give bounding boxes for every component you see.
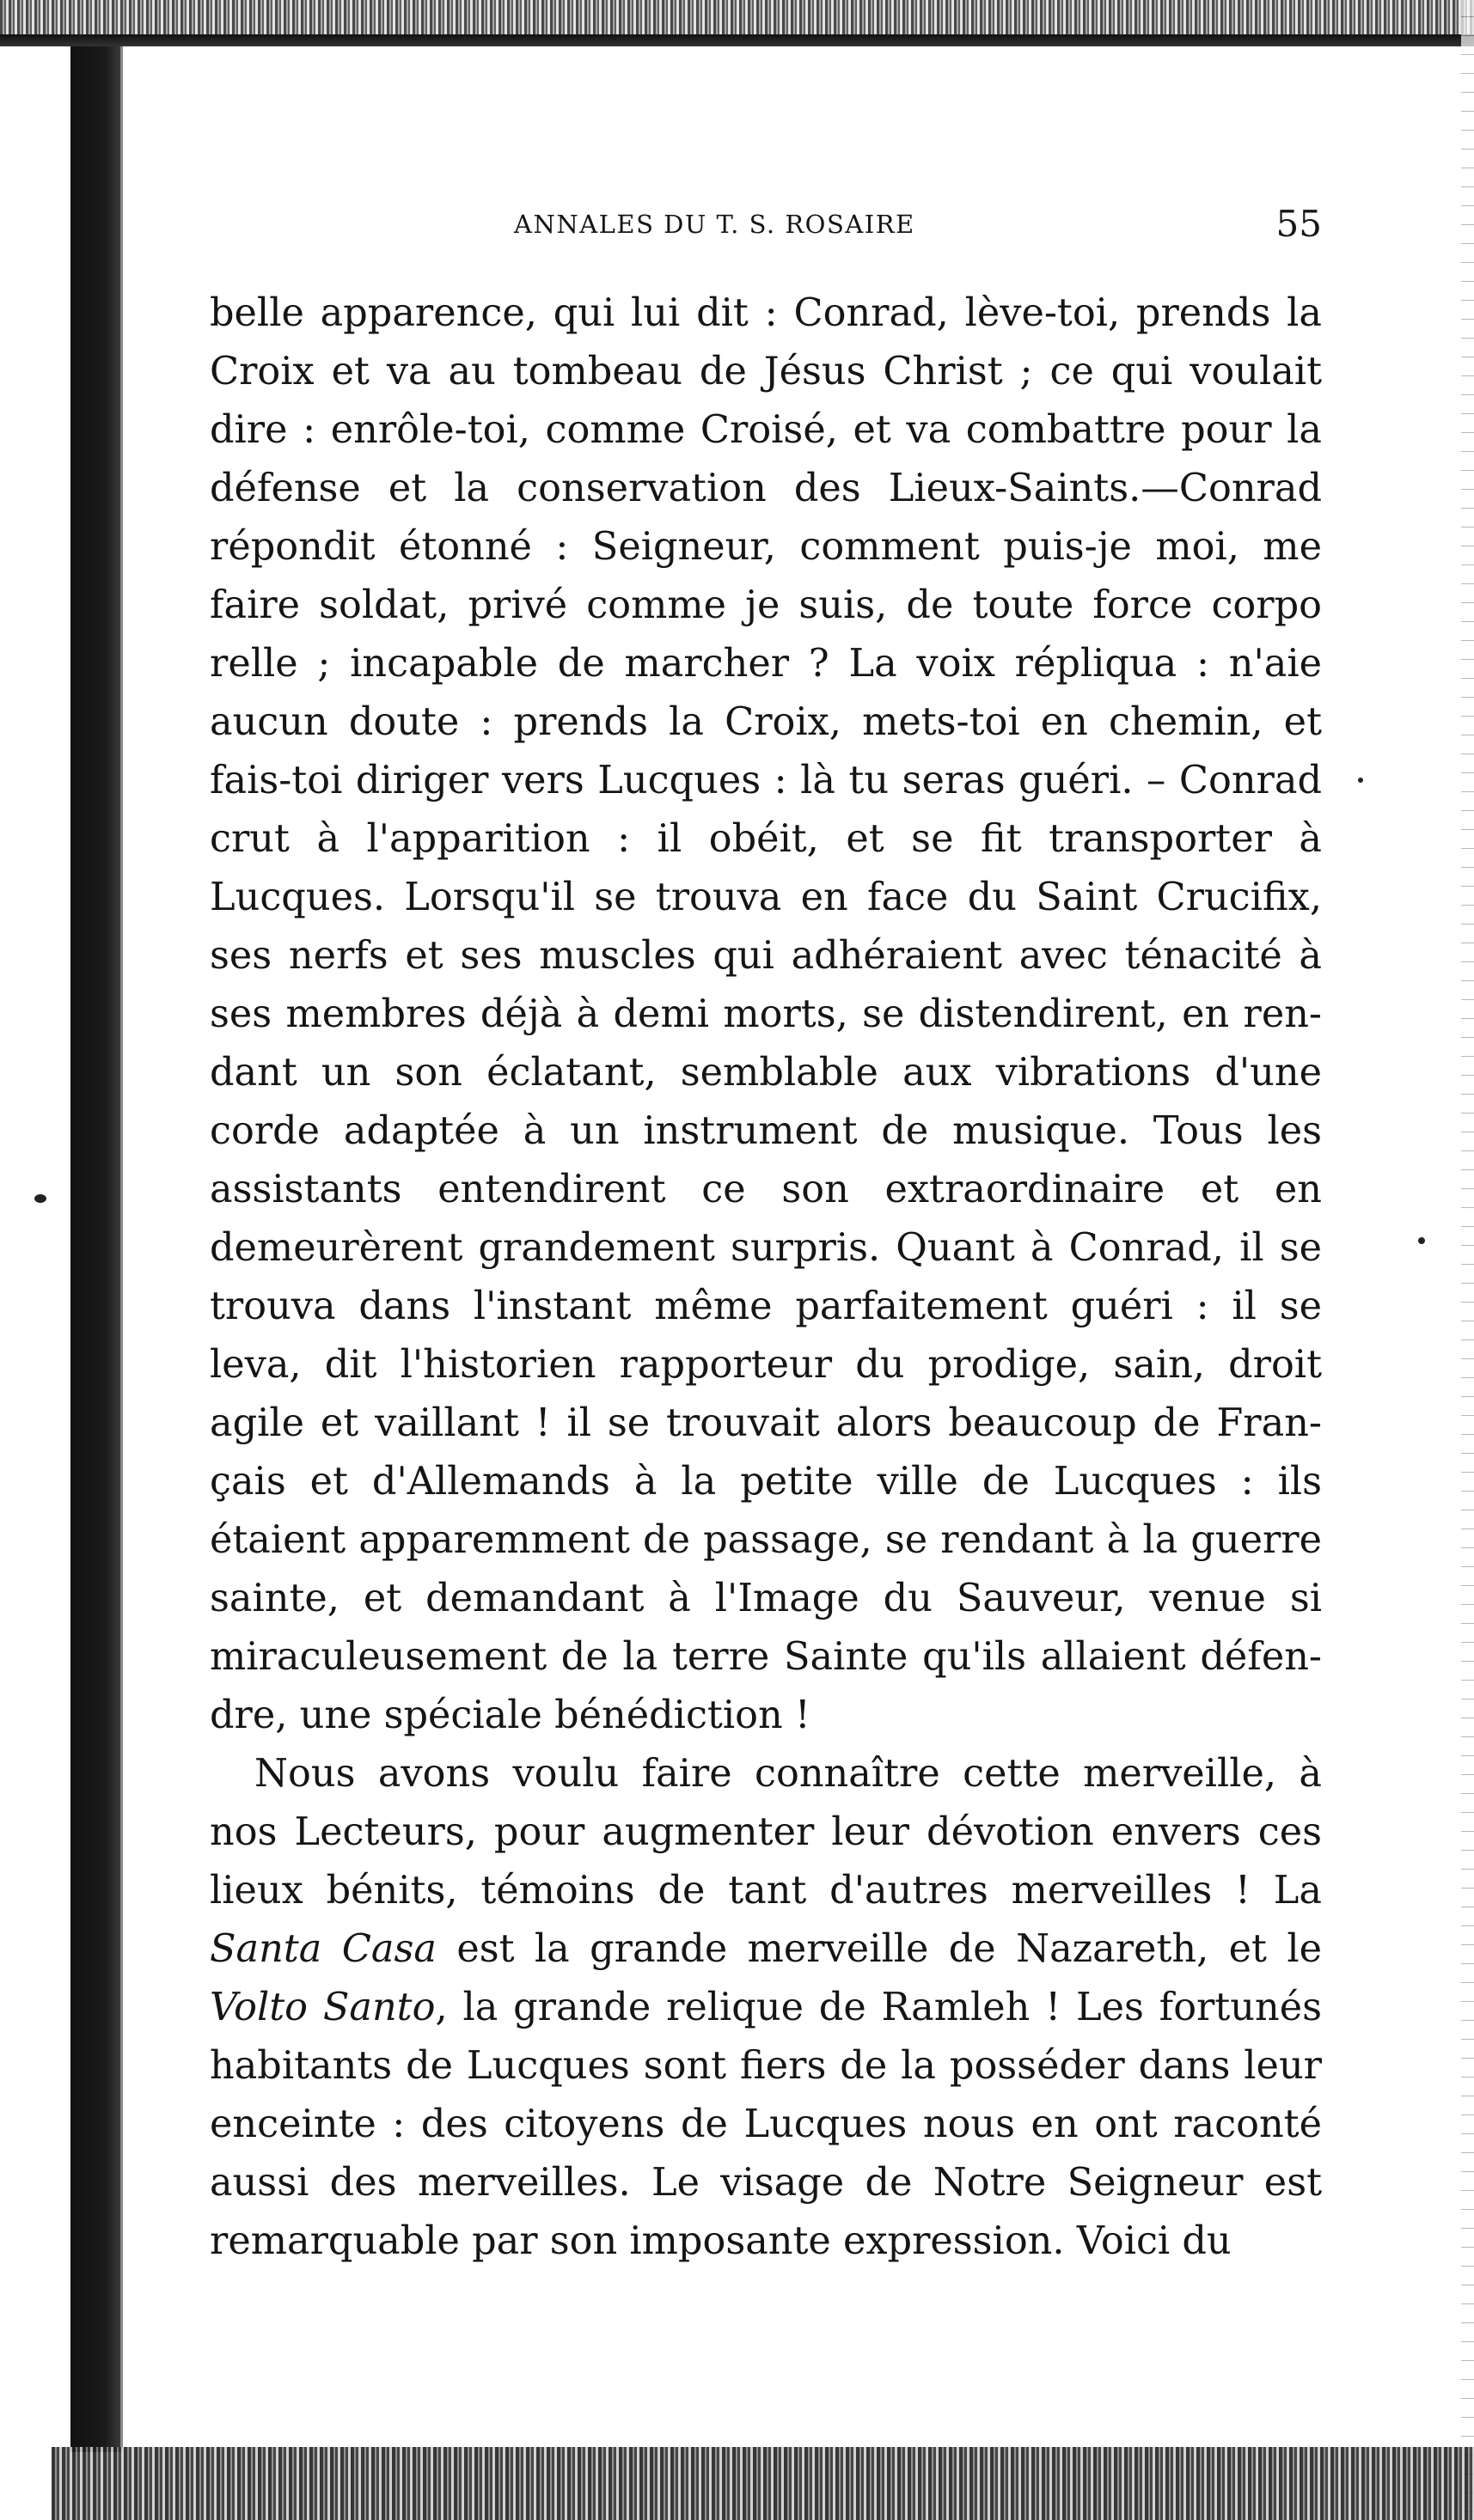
text-line: trouva dans l'instant même parfaitement guéri : il se: [210, 1284, 1322, 1328]
running-head: ANNALES DU T. S. ROSAIRE: [514, 210, 915, 239]
page-header: [514, 203, 1322, 251]
text-line: sainte, et demandant à l'Image du Sauveur, venue si: [210, 1576, 1322, 1620]
text-line: corde adaptée à un instrument de musique. Tous les: [210, 1108, 1322, 1153]
page-right-edge: [1461, 0, 1474, 2520]
paragraph: [210, 1744, 1322, 2270]
text-line: miraculeusement de la terre Sainte qu'ils allaient défen-: [210, 1634, 1322, 1679]
text-line: Croix et va au tombeau de Jésus Christ ; ce qui voulait: [210, 349, 1322, 394]
text-line: enceinte : des citoyens de Lucques nous en ont raconté: [210, 2102, 1322, 2146]
page-number: 55: [1275, 203, 1322, 245]
book-spine-shadow: [70, 46, 120, 2452]
text-line: relle ; incapable de marcher ? La voix répliqua : n'aie: [210, 641, 1322, 686]
spine-edge: [120, 46, 123, 2452]
text-line: agile et vaillant ! il se trouvait alors beaucoup de Fran-: [210, 1400, 1322, 1445]
text-line: dire : enrôle-toi, comme Croisé, et va combattre pour la: [210, 407, 1322, 452]
scan-bottom-border: [52, 2447, 1474, 2520]
text-line: assistants entendirent ce son extraordinaire et en: [210, 1167, 1322, 1211]
text-line: remarquable par son imposante expression. Voici du: [210, 2218, 1232, 2263]
text-line: fais-toi diriger vers Lucques : là tu seras guéri. – Conrad: [210, 758, 1322, 802]
text-line: Volto Santo, la grande relique de Ramleh ! Les fortunés: [210, 1985, 1322, 2029]
text-line: Lucques. Lorsqu'il se trouva en face du Saint Crucifix,: [210, 875, 1322, 919]
text-line: nos Lecteurs, pour augmenter leur dévotion envers ces: [210, 1809, 1322, 1854]
text-line: étaient apparemment de passage, se rendant à la guerre: [210, 1517, 1322, 1562]
text-line: belle apparence, qui lui dit : Conrad, lève-toi, prends la: [210, 290, 1322, 335]
text-line: défense et la conservation des Lieux-Saints.—Conrad: [210, 466, 1322, 510]
text-line: dant un son éclatant, semblable aux vibrations d'une: [210, 1050, 1322, 1095]
scan-top-rule: [0, 34, 1474, 46]
text-line: leva, dit l'historien rapporteur du prodige, sain, droit: [210, 1342, 1322, 1387]
text-line: habitants de Lucques sont fiers de la posséder dans leur: [210, 2043, 1322, 2088]
text-line: Santa Casa est la grande merveille de Nazareth, et le: [210, 1926, 1323, 1971]
ink-speck: [1418, 1237, 1425, 1244]
text-line: ses nerfs et ses muscles qui adhéraient avec ténacité à: [210, 933, 1322, 978]
italic-term: Santa Casa: [210, 1926, 437, 1971]
paragraph: [210, 284, 1322, 1744]
text-line: ses membres déjà à demi morts, se distendirent, en ren-: [210, 992, 1322, 1036]
text-line: Nous avons voulu faire connaître cette merveille, à: [254, 1751, 1322, 1796]
text-line: répondit étonné : Seigneur, comment puis-je moi, me: [210, 524, 1322, 569]
text-line: demeurèrent grandement surpris. Quant à Conrad, il se: [210, 1225, 1322, 1270]
text-line: lieux bénits, témoins de tant d'autres merveilles ! La: [210, 1868, 1322, 1913]
text-line: çais et d'Allemands à la petite ville de Lucques : ils: [210, 1459, 1322, 1504]
text-line: faire soldat, privé comme je suis, de toute force corpo: [210, 583, 1322, 627]
body-text: [210, 284, 1322, 2270]
ink-speck: [34, 1194, 46, 1203]
text-line: aucun doute : prends la Croix, mets-toi en chemin, et: [210, 699, 1322, 744]
text-line: dre, une spéciale bénédiction !: [210, 1693, 810, 1737]
ink-speck: [1358, 778, 1363, 783]
italic-term: Volto Santo: [210, 1985, 436, 2029]
text-line: aussi des merveilles. Le visage de Notre Seigneur est: [210, 2160, 1322, 2205]
text-line: crut à l'apparition : il obéit, et se fit transporter à: [210, 816, 1322, 861]
